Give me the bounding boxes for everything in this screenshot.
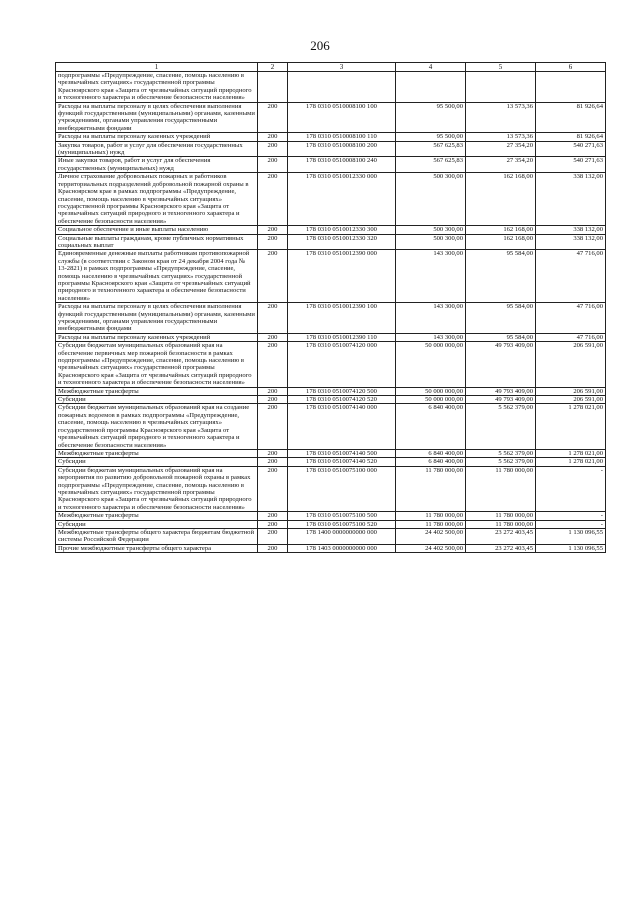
- row-name-cell: Расходы на выплаты персоналу в целях обеспечения выполнения функций государственными (муниципальными) органами, казенными учреждениями, органами управления государственными внебюджетными фондами: [56, 102, 258, 133]
- row-approved-amount-cell: 50 000 000,00: [396, 387, 466, 395]
- row-name-cell: Межбюджетные трансферты общего характера бюджетам бюджетной системы Российской Федерации: [56, 528, 258, 544]
- row-budget-code-cell: 178 0310 0510012390 000: [288, 250, 396, 303]
- row-approved-amount-cell: 6 840 400,00: [396, 458, 466, 466]
- table-row: [56, 157, 606, 173]
- row-approved-amount-cell: 95 500,00: [396, 133, 466, 141]
- table-row: [56, 72, 606, 103]
- row-unexecuted-amount-cell: 338 132,00: [536, 234, 606, 250]
- row-line-code-cell: 200: [258, 342, 288, 387]
- row-line-code-cell: 200: [258, 512, 288, 520]
- row-executed-amount-cell: 49 793 409,00: [466, 387, 536, 395]
- table-row: [56, 133, 606, 141]
- row-budget-code-cell: 178 0310 0510075100 520: [288, 520, 396, 528]
- row-unexecuted-amount-cell: 540 271,63: [536, 157, 606, 173]
- row-line-code-cell: 200: [258, 133, 288, 141]
- row-executed-amount-cell: 23 272 403,45: [466, 544, 536, 552]
- row-approved-amount-cell: 11 780 000,00: [396, 466, 466, 511]
- row-name-cell: Расходы на выплаты персоналу в целях обеспечения выполнения функций государственными (муниципальными) органами, казенными учреждениями, органами управления государственными внебюджетными фондами: [56, 303, 258, 334]
- row-budget-code-cell: 178 0310 0510074140 520: [288, 458, 396, 466]
- table-row: [56, 141, 606, 157]
- row-name-cell: Личное страхование добровольных пожарных и работников территориальных подразделений добровольной пожарной охраны в Красноярском крае в рамках подпрограммы «Предупреждение, спасение, помощь населению в чрезвычайных ситуациях» государственной программы Красноярского края «Защита от чрезвычайных ситуаций природного и техногенного характера и обеспечение безопасности населения»: [56, 173, 258, 226]
- row-unexecuted-amount-cell: 1 130 096,55: [536, 544, 606, 552]
- row-name-cell: Межбюджетные трансферты: [56, 387, 258, 395]
- table-row: [56, 528, 606, 544]
- table-row: [56, 544, 606, 552]
- row-name-cell: Межбюджетные трансферты: [56, 512, 258, 520]
- row-unexecuted-amount-cell: 47 716,00: [536, 303, 606, 334]
- row-unexecuted-amount-cell: -: [536, 512, 606, 520]
- row-name-cell: Субсидии: [56, 458, 258, 466]
- row-executed-amount-cell: 95 584,00: [466, 333, 536, 341]
- row-budget-code-cell: 178 0310 0510012330 320: [288, 234, 396, 250]
- table-row: [56, 512, 606, 520]
- table-row: [56, 404, 606, 449]
- row-unexecuted-amount-cell: [536, 72, 606, 103]
- row-approved-amount-cell: 24 402 500,00: [396, 544, 466, 552]
- row-executed-amount-cell: 162 168,00: [466, 226, 536, 234]
- row-executed-amount-cell: 5 562 379,00: [466, 449, 536, 457]
- row-name-cell: Иные закупки товаров, работ и услуг для обеспечения государственных (муниципальных) нужд: [56, 157, 258, 173]
- row-name-cell: Расходы на выплаты персоналу казенных учреждений: [56, 133, 258, 141]
- table-row: [56, 102, 606, 133]
- row-executed-amount-cell: 11 780 000,00: [466, 512, 536, 520]
- row-approved-amount-cell: [396, 72, 466, 103]
- row-executed-amount-cell: 5 562 379,00: [466, 458, 536, 466]
- table-row: [56, 342, 606, 387]
- table-row: [56, 396, 606, 404]
- row-budget-code-cell: 178 0310 0510008100 200: [288, 141, 396, 157]
- table-row: [56, 387, 606, 395]
- header-col-5: 5: [466, 63, 536, 72]
- row-unexecuted-amount-cell: -: [536, 520, 606, 528]
- row-name-cell: Закупка товаров, работ и услуг для обеспечения государственных (муниципальных) нужд: [56, 141, 258, 157]
- row-name-cell: Социальное обеспечение и иные выплаты населению: [56, 226, 258, 234]
- row-budget-code-cell: 178 0310 0510012390 100: [288, 303, 396, 334]
- row-unexecuted-amount-cell: 540 271,63: [536, 141, 606, 157]
- row-name-cell: Субсидии бюджетам муниципальных образований края на создание пожарных водоемов в рамках подпрограммы «Предупреждение, спасение, помощь населению в чрезвычайных ситуациях» государственной программы Красноярского края «Защита от чрезвычайных ситуаций природного и техногенного характера и обеспечение безопасности населения»: [56, 404, 258, 449]
- row-executed-amount-cell: 13 573,36: [466, 133, 536, 141]
- header-col-6: 6: [536, 63, 606, 72]
- table-row: [56, 234, 606, 250]
- row-approved-amount-cell: 11 780 000,00: [396, 520, 466, 528]
- table-row: [56, 303, 606, 334]
- row-budget-code-cell: 178 0310 0510012330 000: [288, 173, 396, 226]
- row-approved-amount-cell: 11 780 000,00: [396, 512, 466, 520]
- row-unexecuted-amount-cell: 47 716,00: [536, 250, 606, 303]
- row-unexecuted-amount-cell: 81 926,64: [536, 102, 606, 133]
- row-unexecuted-amount-cell: 338 132,00: [536, 173, 606, 226]
- row-unexecuted-amount-cell: 1 278 021,00: [536, 449, 606, 457]
- row-line-code-cell: 200: [258, 234, 288, 250]
- row-approved-amount-cell: 95 500,00: [396, 102, 466, 133]
- row-line-code-cell: 200: [258, 226, 288, 234]
- row-budget-code-cell: 178 0310 0510012330 300: [288, 226, 396, 234]
- table-row: [56, 449, 606, 457]
- row-unexecuted-amount-cell: 1 278 021,00: [536, 458, 606, 466]
- row-unexecuted-amount-cell: 338 132,00: [536, 226, 606, 234]
- row-line-code-cell: 200: [258, 303, 288, 334]
- row-line-code-cell: 200: [258, 396, 288, 404]
- row-budget-code-cell: 178 0310 0510008100 110: [288, 133, 396, 141]
- row-approved-amount-cell: 50 000 000,00: [396, 396, 466, 404]
- row-approved-amount-cell: 567 625,83: [396, 157, 466, 173]
- table-row: [56, 333, 606, 341]
- header-col-3: 3: [288, 63, 396, 72]
- table-row: [56, 458, 606, 466]
- row-executed-amount-cell: 5 562 379,00: [466, 404, 536, 449]
- row-line-code-cell: 200: [258, 250, 288, 303]
- row-executed-amount-cell: 162 168,00: [466, 173, 536, 226]
- row-approved-amount-cell: 6 840 400,00: [396, 404, 466, 449]
- row-unexecuted-amount-cell: 47 716,00: [536, 333, 606, 341]
- row-line-code-cell: 200: [258, 102, 288, 133]
- row-approved-amount-cell: 143 300,00: [396, 333, 466, 341]
- row-approved-amount-cell: 50 000 000,00: [396, 342, 466, 387]
- row-executed-amount-cell: 49 793 409,00: [466, 342, 536, 387]
- row-line-code-cell: 200: [258, 528, 288, 544]
- row-executed-amount-cell: [466, 72, 536, 103]
- row-unexecuted-amount-cell: 206 591,00: [536, 396, 606, 404]
- row-executed-amount-cell: 27 354,20: [466, 157, 536, 173]
- row-budget-code-cell: 178 0310 0510008100 240: [288, 157, 396, 173]
- row-budget-code-cell: 178 0310 0510074140 000: [288, 404, 396, 449]
- row-budget-code-cell: 178 0310 0510075100 000: [288, 466, 396, 511]
- row-budget-code-cell: 178 0310 0510074120 520: [288, 396, 396, 404]
- row-name-cell: Субсидии бюджетам муниципальных образований края на мероприятия по развитию добровольной пожарной охраны в рамках подпрограммы «Предупреждение, спасение, помощь населению в чрезвычайных ситуациях» государственной программы Красноярского края «Защита от чрезвычайных ситуаций природного и техногенного характера и обеспечение безопасности населения»: [56, 466, 258, 511]
- row-line-code-cell: 200: [258, 173, 288, 226]
- table-row: [56, 466, 606, 511]
- row-line-code-cell: 200: [258, 404, 288, 449]
- row-executed-amount-cell: 49 793 409,00: [466, 396, 536, 404]
- row-executed-amount-cell: 27 354,20: [466, 141, 536, 157]
- row-name-cell: Межбюджетные трансферты: [56, 449, 258, 457]
- table-header-row: [56, 63, 606, 72]
- row-name-cell: Социальные выплаты гражданам, кроме публичных нормативных социальных выплат: [56, 234, 258, 250]
- row-budget-code-cell: 178 0310 0510075100 500: [288, 512, 396, 520]
- table-row: [56, 250, 606, 303]
- row-line-code-cell: 200: [258, 520, 288, 528]
- row-name-cell: Единовременные денежные выплаты работникам противопожарной службы (в соответствии с Законом края от 24 декабря 2004 года № 13-2821) в рамках подпрограммы «Предупреждение, спасение, помощь населению в чрезвычайных ситуациях» государственной программы Красноярского края «Защита от чрезвычайных ситуаций природного и техногенного характера и обеспечение безопасности населения»: [56, 250, 258, 303]
- row-line-code-cell: 200: [258, 157, 288, 173]
- row-approved-amount-cell: 6 840 400,00: [396, 449, 466, 457]
- row-approved-amount-cell: 500 300,00: [396, 226, 466, 234]
- row-budget-code-cell: 178 1400 0000000000 000: [288, 528, 396, 544]
- row-executed-amount-cell: 13 573,36: [466, 102, 536, 133]
- row-name-cell: подпрограммы «Предупреждение, спасение, помощь населению в чрезвычайных ситуациях» государственной программы Красноярского края «Защита от чрезвычайных ситуаций природного и техногенного характера и обеспечение безопасности населения»: [56, 72, 258, 103]
- row-approved-amount-cell: 567 625,83: [396, 141, 466, 157]
- row-budget-code-cell: 178 0310 0510074140 500: [288, 449, 396, 457]
- row-unexecuted-amount-cell: 1 278 021,00: [536, 404, 606, 449]
- row-approved-amount-cell: 143 300,00: [396, 303, 466, 334]
- row-line-code-cell: 200: [258, 449, 288, 457]
- table-row: [56, 520, 606, 528]
- page-number: 206: [310, 38, 330, 53]
- header-col-1: 1: [56, 63, 258, 72]
- row-name-cell: Субсидии: [56, 520, 258, 528]
- table-body: [56, 72, 606, 553]
- header-col-2: 2: [258, 63, 288, 72]
- row-budget-code-cell: 178 1403 0000000000 000: [288, 544, 396, 552]
- row-budget-code-cell: 178 0310 0510008100 100: [288, 102, 396, 133]
- row-unexecuted-amount-cell: 206 591,00: [536, 387, 606, 395]
- row-executed-amount-cell: 162 168,00: [466, 234, 536, 250]
- row-line-code-cell: 200: [258, 387, 288, 395]
- row-unexecuted-amount-cell: 1 130 096,55: [536, 528, 606, 544]
- row-executed-amount-cell: 95 584,00: [466, 303, 536, 334]
- row-approved-amount-cell: 24 402 500,00: [396, 528, 466, 544]
- table-row: [56, 173, 606, 226]
- row-line-code-cell: 200: [258, 458, 288, 466]
- row-executed-amount-cell: 11 780 000,00: [466, 520, 536, 528]
- row-budget-code-cell: 178 0310 0510074120 000: [288, 342, 396, 387]
- budget-table: [55, 62, 606, 553]
- row-budget-code-cell: 178 0310 0510012390 110: [288, 333, 396, 341]
- row-executed-amount-cell: 95 584,00: [466, 250, 536, 303]
- row-approved-amount-cell: 143 300,00: [396, 250, 466, 303]
- row-unexecuted-amount-cell: -: [536, 466, 606, 511]
- row-line-code-cell: 200: [258, 333, 288, 341]
- row-line-code-cell: [258, 72, 288, 103]
- row-approved-amount-cell: 500 300,00: [396, 173, 466, 226]
- row-line-code-cell: 200: [258, 466, 288, 511]
- row-budget-code-cell: [288, 72, 396, 103]
- row-line-code-cell: 200: [258, 141, 288, 157]
- header-col-4: 4: [396, 63, 466, 72]
- row-executed-amount-cell: 11 780 000,00: [466, 466, 536, 511]
- row-name-cell: Субсидии: [56, 396, 258, 404]
- row-name-cell: Субсидии бюджетам муниципальных образований края на обеспечение первичных мер пожарной безопасности в рамках подпрограммы «Предупреждение, спасение, помощь населению в чрезвычайных ситуациях» государственной программы Красноярского края «Защита от чрезвычайных ситуаций природного и техногенного характера и обеспечение безопасности населения»: [56, 342, 258, 387]
- row-budget-code-cell: 178 0310 0510074120 500: [288, 387, 396, 395]
- row-unexecuted-amount-cell: 81 926,64: [536, 133, 606, 141]
- row-line-code-cell: 200: [258, 544, 288, 552]
- row-approved-amount-cell: 500 300,00: [396, 234, 466, 250]
- row-name-cell: Прочие межбюджетные трансферты общего характера: [56, 544, 258, 552]
- table-row: [56, 226, 606, 234]
- row-name-cell: Расходы на выплаты персоналу казенных учреждений: [56, 333, 258, 341]
- row-unexecuted-amount-cell: 206 591,00: [536, 342, 606, 387]
- row-executed-amount-cell: 23 272 403,45: [466, 528, 536, 544]
